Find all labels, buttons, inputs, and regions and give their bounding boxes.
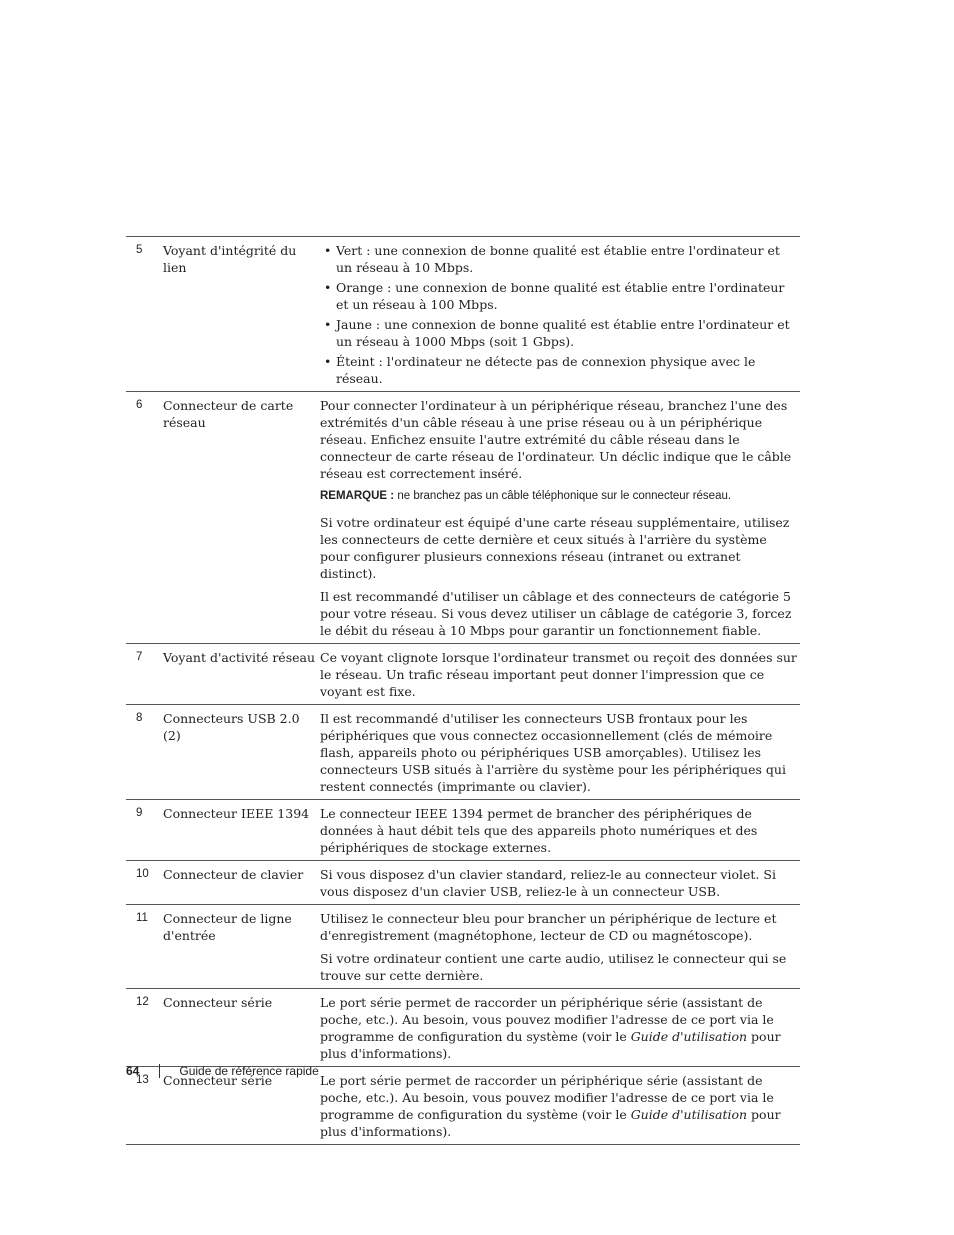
text-span: pour plus d'informations). (320, 1107, 781, 1139)
bullet-list (320, 242, 798, 387)
row-label: Voyant d'intégrité du lien (163, 243, 297, 275)
page-footer (126, 1063, 319, 1079)
row-label: Connecteurs USB 2.0 (2) (163, 711, 300, 743)
row-description (320, 910, 800, 984)
paragraph: Le connecteur IEEE 1394 permet de brancher des périphériques de données à haut débit tels que des appareils photo numériques et des périphériques de stockage externes. (320, 806, 758, 855)
row-description (320, 397, 800, 639)
text-span: Le port série permet de raccorder un périphérique série (assistant de poche, etc.). Au besoin, vous pouvez modifier l'adresse de ce port via le programme de configuration du système (voir le (320, 995, 774, 1044)
row-label: Connecteur série (163, 995, 273, 1010)
row-number: 10 (136, 868, 149, 880)
row-label: Voyant d'activité réseau (163, 650, 316, 665)
list-item: • Éteint : l'ordinateur ne détecte pas de connexion physique avec le réseau. (320, 353, 798, 387)
row-label: Connecteur IEEE 1394 (163, 806, 310, 821)
row-number: 7 (136, 651, 143, 663)
connector-table (126, 236, 800, 1145)
row-label: Connecteur de clavier (163, 867, 304, 882)
note-label: REMARQUE : (320, 490, 395, 502)
table-row (126, 861, 800, 905)
row-number: 6 (136, 399, 143, 411)
row-number: 11 (136, 912, 148, 924)
table-row (126, 800, 800, 861)
paragraph (320, 1072, 798, 1140)
row-number: 9 (136, 807, 143, 819)
row-number: 12 (136, 996, 149, 1008)
footer-title: Guide de référence rapide (179, 1064, 319, 1078)
note-text: ne branchez pas un câble téléphonique sur le connecteur réseau. (397, 490, 732, 502)
note (320, 488, 798, 505)
table-row (126, 237, 800, 392)
row-number: 13 (136, 1074, 149, 1086)
table-row (126, 989, 800, 1067)
paragraph: Ce voyant clignote lorsque l'ordinateur transmet ou reçoit des données sur le réseau. Un trafic réseau important peut donner l'impression que ce voyant est fixe. (320, 650, 797, 699)
paragraph: Utilisez le connecteur bleu pour brancher un périphérique de lecture et d'enregistrement (magnétophone, lecteur de CD ou magnétoscope). (320, 911, 777, 943)
text-span: pour plus d'informations). (320, 1029, 781, 1061)
paragraph (320, 994, 798, 1062)
row-number: 8 (136, 712, 143, 724)
list-item: • Vert : une connexion de bonne qualité est établie entre l'ordinateur et un réseau à 10 Mbps. (320, 242, 798, 276)
row-description (320, 994, 800, 1062)
row-label: Connecteur de ligne d'entrée (163, 911, 292, 943)
paragraph: Si vous disposez d'un clavier standard, reliez-le au connecteur violet. Si vous disposez d'un clavier USB, reliez-le à un connecteur USB. (320, 867, 776, 899)
paragraph: Si votre ordinateur contient une carte audio, utilisez le connecteur qui se trouve sur cette dernière. (320, 951, 787, 983)
row-number: 5 (136, 244, 143, 256)
page-number: 64 (126, 1064, 140, 1078)
footer-divider (159, 1064, 160, 1078)
table-row (126, 644, 800, 705)
table-row (126, 392, 800, 644)
row-label: Connecteur de carte réseau (163, 398, 294, 430)
guide-title: Guide d'utilisation (630, 1029, 748, 1044)
row-description (320, 866, 800, 900)
row-description (320, 242, 800, 387)
row-label: Connecteur série (163, 1073, 273, 1088)
text-span: Le port série permet de raccorder un périphérique série (assistant de poche, etc.). Au besoin, vous pouvez modifier l'adresse de ce port via le programme de configuration du système (voir le (320, 1073, 774, 1122)
table-row (126, 905, 800, 989)
table-row (126, 705, 800, 800)
row-description (320, 1072, 800, 1140)
row-description (320, 710, 800, 795)
row-description (320, 649, 800, 700)
paragraph: Si votre ordinateur est équipé d'une carte réseau supplémentaire, utilisez les connecteurs de cette dernière et ceux situés à l'arrière du système pour configurer plusieurs connexions réseau (intranet ou extranet distinct). (320, 515, 790, 581)
list-item: • Orange : une connexion de bonne qualité est établie entre l'ordinateur et un réseau à 100 Mbps. (320, 279, 798, 313)
list-item: • Jaune : une connexion de bonne qualité est établie entre l'ordinateur et un réseau à 1000 Mbps (soit 1 Gbps). (320, 316, 798, 350)
paragraph: Il est recommandé d'utiliser les connecteurs USB frontaux pour les périphériques que vous connectez occasionnellement (clés de mémoire flash, appareils photo ou périphériques USB amorçables). Utilisez les connecteurs USB situés à l'arrière du système pour les périphériques qui restent connectés (imprimante ou clavier). (320, 711, 786, 794)
paragraph: Il est recommandé d'utiliser un câblage et des connecteurs de catégorie 5 pour votre réseau. Si vous devez utiliser un câblage de catégorie 3, forcez le débit du réseau à 10 Mbps pour garantir un fonctionnement fiable. (320, 589, 792, 638)
guide-title: Guide d'utilisation (630, 1107, 748, 1122)
paragraph: Pour connecter l'ordinateur à un périphérique réseau, branchez l'une des extrémités d'un câble réseau à une prise réseau ou à un périphérique réseau. Enfichez ensuite l'autre extrémité du câble réseau dans le connecteur de carte réseau de l'ordinateur. Un déclic indique que le câble réseau est correctement inséré. (320, 398, 792, 481)
row-description (320, 805, 800, 856)
